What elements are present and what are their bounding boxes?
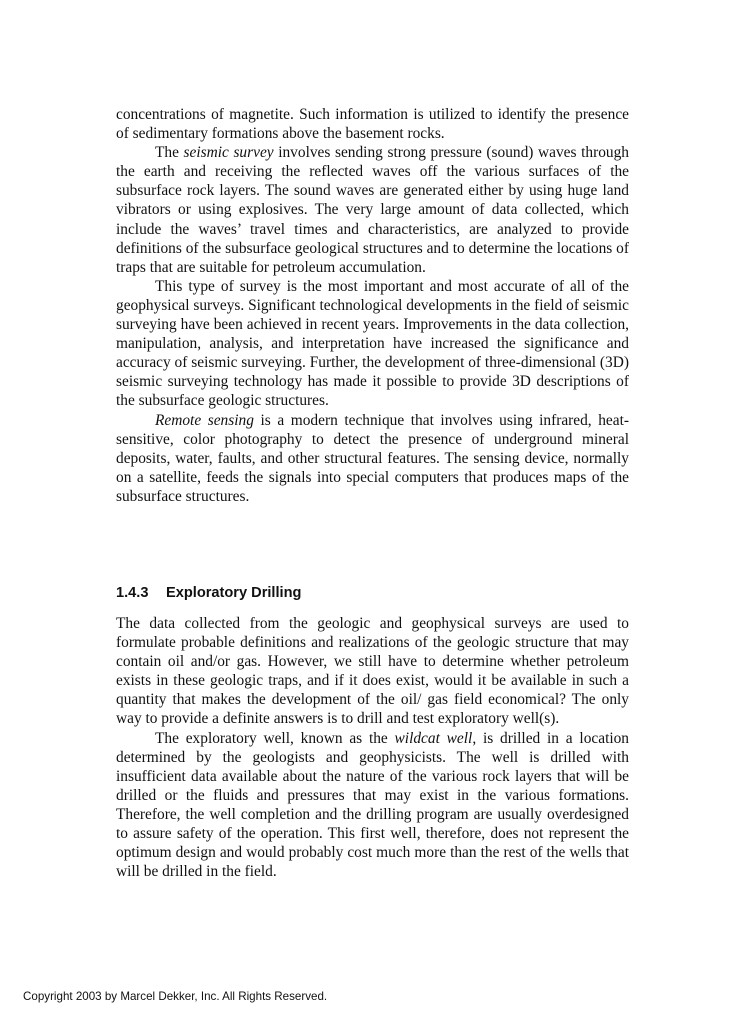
paragraph-remote-sensing (116, 411, 629, 506)
paragraph-wildcat-well (116, 729, 629, 882)
term-wildcat-well: wildcat well (394, 729, 473, 747)
section-heading (116, 585, 301, 601)
copyright-footer: Copyright 2003 by Marcel Dekker, Inc. All Rights Reserved. (23, 990, 328, 1003)
body-text-lower (116, 614, 629, 881)
section-number: 1.4.3 (116, 585, 149, 601)
paragraph-magnetite: concentrations of magnetite. Such information is utilized to identify the presence of sedimentary formations above the basement rocks. (116, 106, 629, 143)
term-seismic-survey: seismic survey (183, 144, 274, 162)
paragraph-body: , is drilled in a location determined by the geologists and geophysicists. The well is drilled with insufficient data available about the nature of the various rock layers that will be drilled or the fluids and pressures that may exist in the various formations. Therefore, the well completion and the drilling program are usually overdesigned to assure safety of the operation. This first well, therefore, does not represent the optimum design and would probably cost much more than the rest of the wells that will be drilled in the field. (116, 729, 630, 881)
paragraph-data-collected: The data collected from the geologic and geophysical surveys are used to formulate probable definitions and realizations of the geologic structure that may contain oil and/or gas. However, we still have to determine whether petroleum exists in these geologic traps, and if it does exist, would it be available in such a quantity that makes the development of the oil/ gas field economical? The only way to provide a definite answers is to drill and test exploratory well(s). (116, 615, 629, 728)
section-title: Exploratory Drilling (166, 585, 302, 601)
term-remote-sensing: Remote sensing (155, 411, 254, 429)
paragraph-lead: The (155, 144, 184, 162)
paragraph-seismic-survey (116, 143, 629, 277)
paragraph-body: involves sending strong pressure (sound) waves through the earth and receiving the reflected waves off the various surfaces of the subsurface rock layers. The sound waves are generated either by using huge land vibrators or using explosives. The very large amount of data collected, which include the waves’ travel times and characteristics, are analyzed to provide definitions of the subsurface geological structures and to determine the locations of traps that are suitable for petroleum accumulation. (116, 144, 629, 276)
paragraph-body: is a modern technique that involves using infrared, heat-sensitive, color photography to detect the presence of underground mineral deposits, water, faults, and other structural features. The sensing device, normally on a satellite, feeds the signals into special computers that produces maps of the subsurface structures. (116, 411, 629, 505)
body-text-upper (116, 105, 629, 506)
paragraph-survey-importance: This type of survey is the most important and most accurate of all of the geophysical surveys. Significant technological developments in the field of seismic surveying have been achieved in recent years. Improvements in the data collection, manipulation, analysis, and interpretation have increased the significance and accuracy of seismic surveying. Further, the development of three-dimensional (3D) seismic surveying technology has made it possible to provide 3D descriptions of the subsurface geologic structures. (116, 277, 629, 410)
paragraph-lead: The exploratory well, known as the (155, 729, 395, 747)
